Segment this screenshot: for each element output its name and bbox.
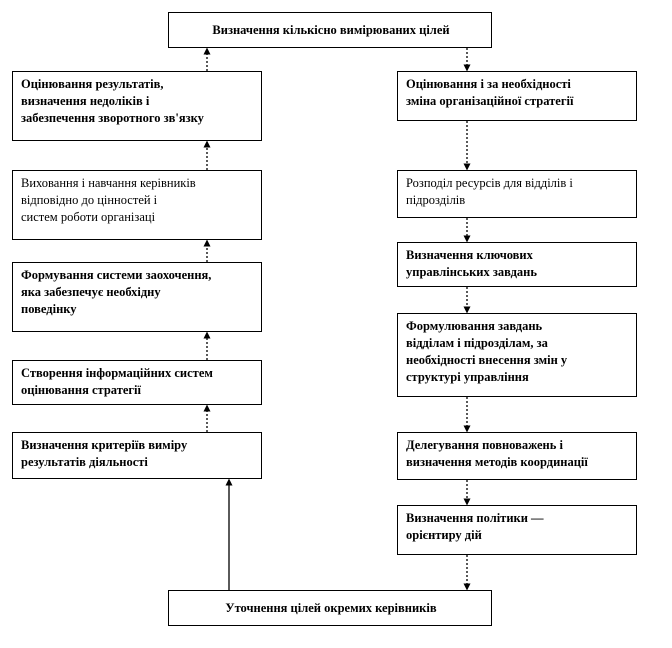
box-right-key-tasks-line-1: Визначення ключових	[406, 248, 533, 262]
box-left-criteria-line-1: Визначення критеріїв виміру	[21, 438, 188, 452]
box-right-key-tasks-line-2: управлінських завдань	[406, 265, 537, 279]
box-left-incentives-line-2: яка забезпечує необхідну	[21, 285, 161, 299]
box-left-incentives-line-1: Формування системи заохочення,	[21, 268, 212, 282]
box-left-training-line-1: Виховання і навчання керівників	[21, 176, 196, 190]
box-right-dept-tasks-line-2: відділам і підрозділам, за	[406, 336, 548, 350]
box-right-strategy-line-1: Оцінювання і за необхідності	[406, 77, 571, 91]
box-right-resources-line-1: Розподіл ресурсів для відділів і	[406, 176, 573, 190]
box-right-resources-line-2: підрозділів	[406, 193, 466, 207]
box-left-evaluation-line-1: Оцінювання результатів,	[21, 77, 164, 91]
box-right-policy-line-1: Визначення політики —	[406, 511, 544, 525]
box-left-info-systems-line-2: оцінювання стратегії	[21, 383, 142, 397]
box-right-dept-tasks-line-3: необхідності внесення змін у	[406, 353, 568, 367]
box-left-training-line-3: систем роботи організаці	[21, 210, 156, 224]
box-right-delegation-line-1: Делегування повноважень і	[406, 438, 563, 452]
box-right-dept-tasks-line-4: структурі управління	[406, 370, 529, 384]
box-left-evaluation-line-2: визначення недоліків і	[21, 94, 150, 108]
box-left-info-systems-line-1: Створення інформаційних систем	[21, 366, 213, 380]
box-right-strategy-line-2: зміна організаційної стратегії	[406, 94, 574, 108]
box-top-goals-text: Визначення кількісно вимірюваних цілей	[212, 22, 450, 37]
box-left-training-line-2: відповідно до цінностей і	[21, 193, 158, 207]
box-left-incentives-line-3: поведінку	[21, 302, 77, 316]
box-left-criteria-line-2: результатів діяльності	[21, 455, 148, 469]
box-right-dept-tasks-line-1: Формулювання завдань	[406, 319, 543, 333]
box-right-policy-line-2: орієнтиру дій	[406, 528, 482, 542]
box-right-delegation-line-2: визначення методів координації	[406, 455, 588, 469]
box-left-evaluation-line-3: забезпечення зворотного зв'язку	[21, 111, 204, 125]
box-bottom-goals-text: Уточнення цілей окремих керівників	[225, 600, 437, 615]
